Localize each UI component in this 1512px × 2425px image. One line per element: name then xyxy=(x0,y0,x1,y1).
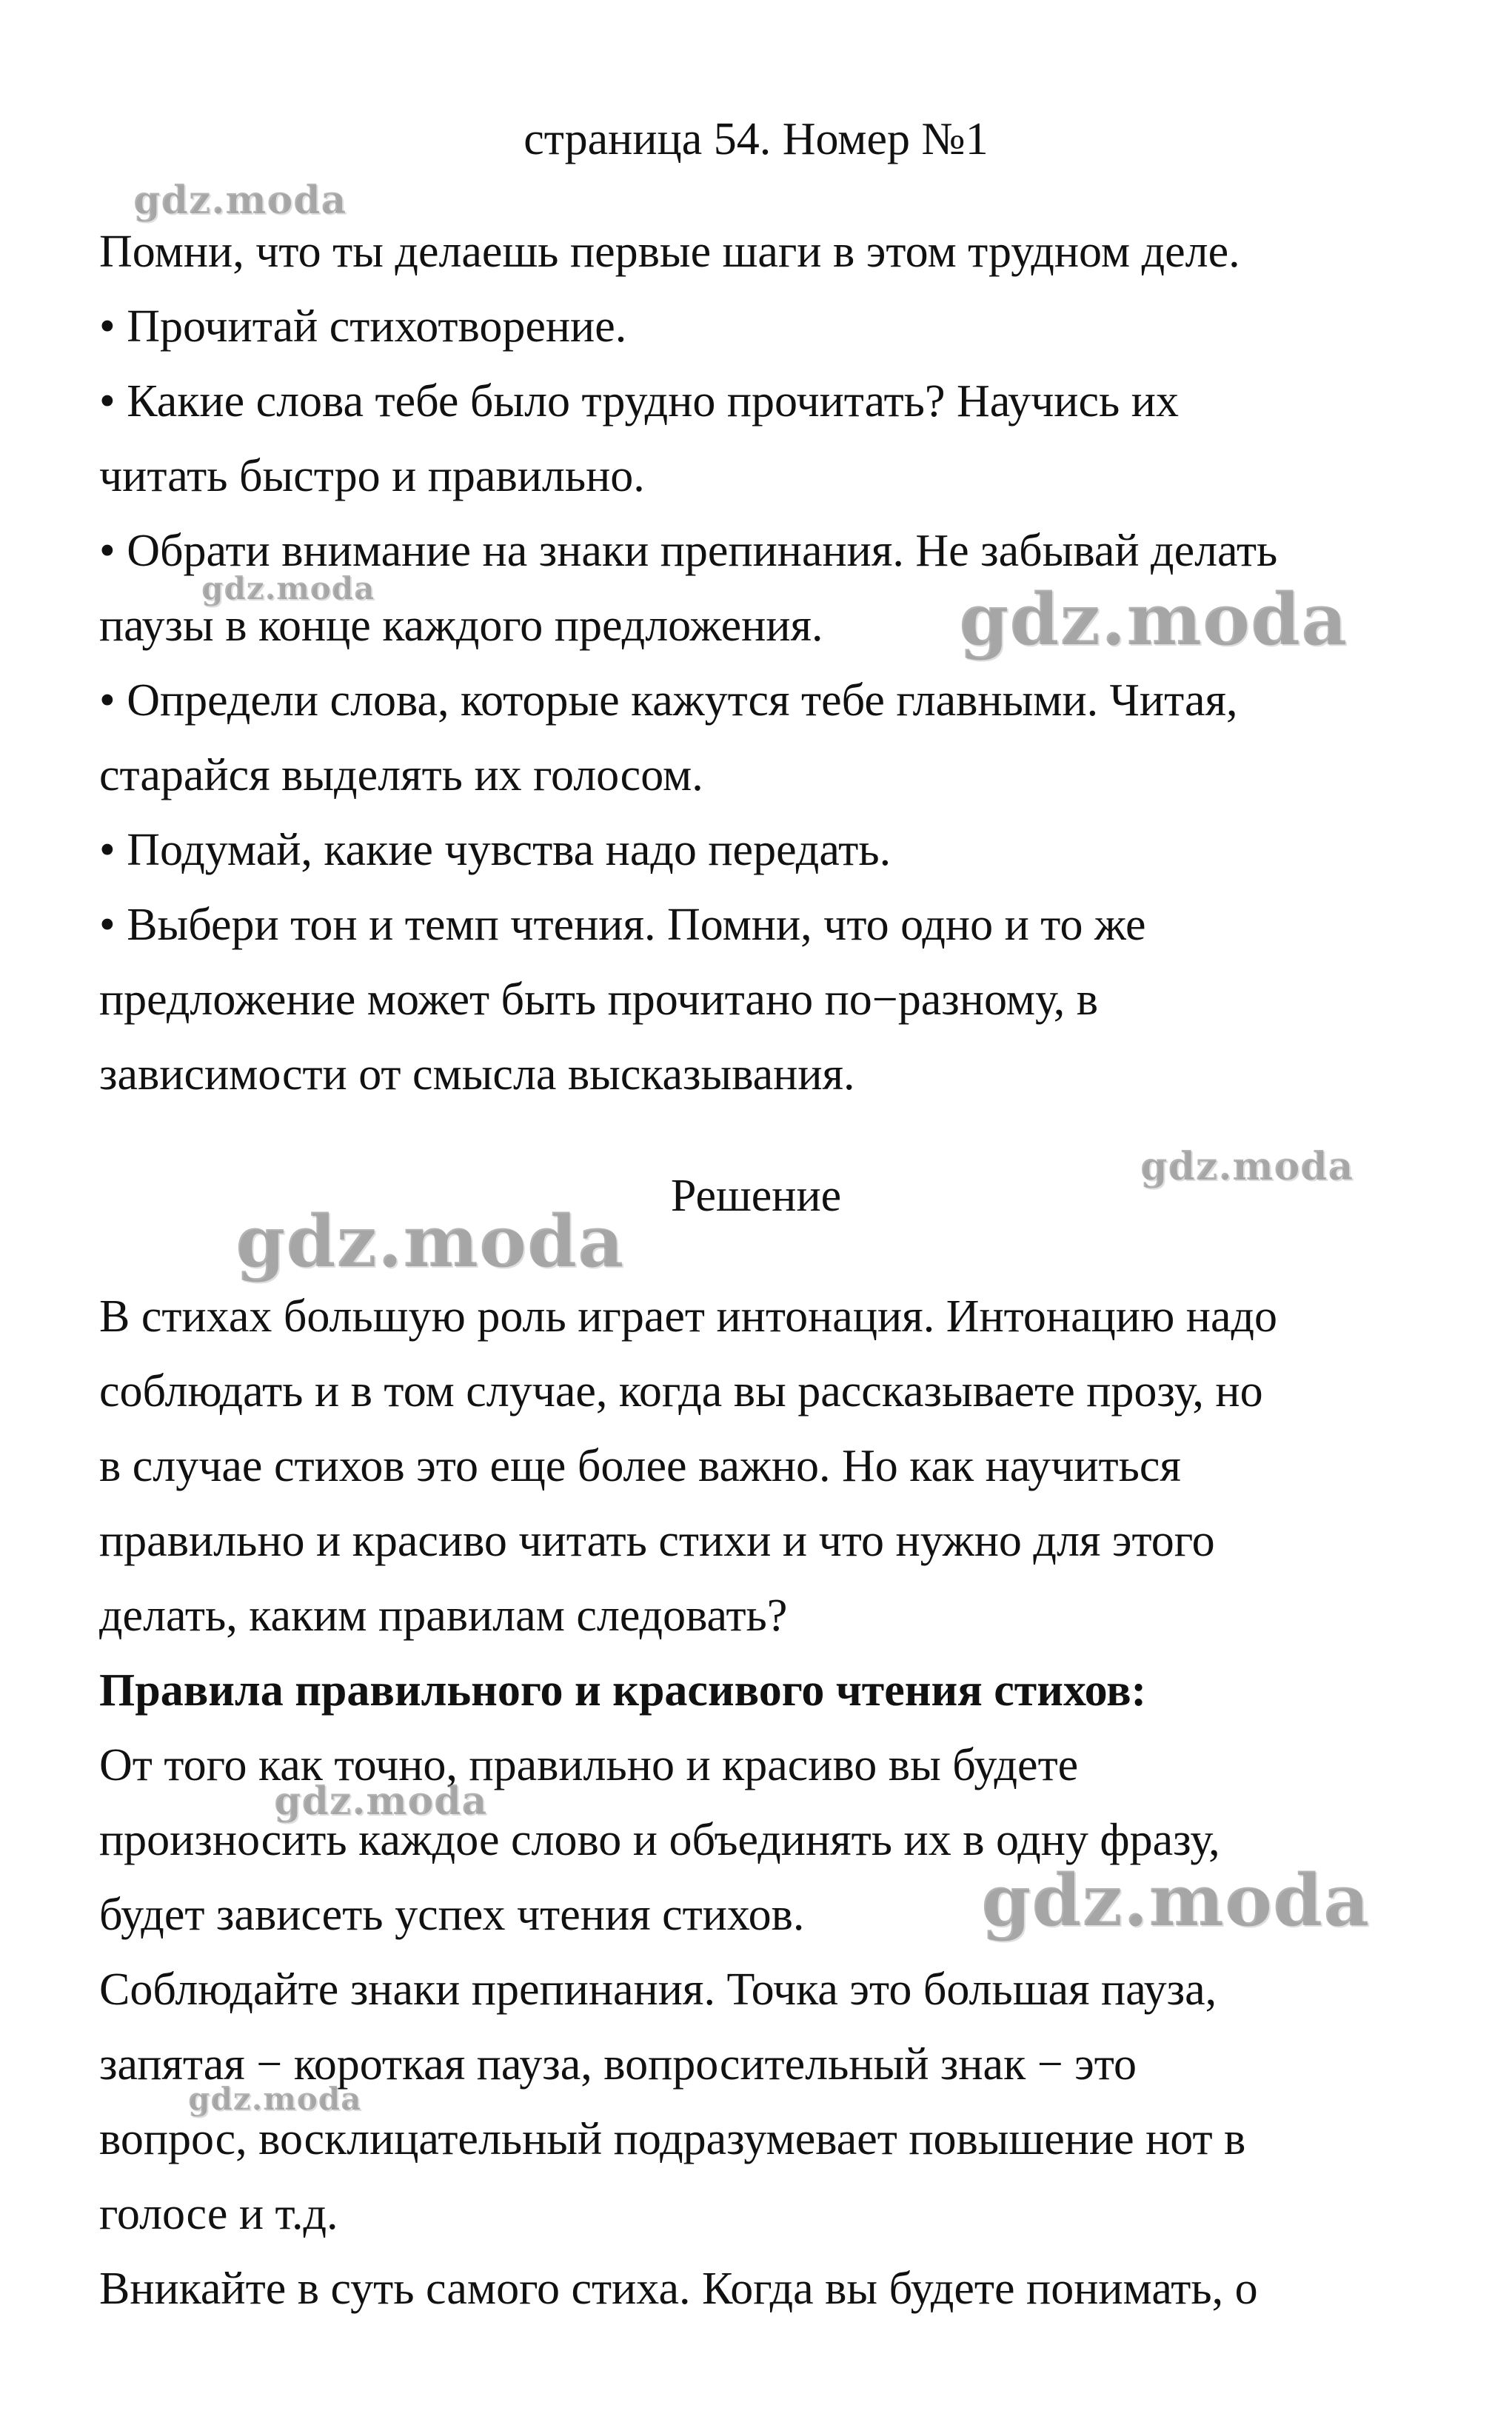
watermark: gdz.moda xyxy=(274,1779,488,1824)
solution-line: соблюдать и в том случае, когда вы рассказываете прозу, но xyxy=(99,1366,1263,1416)
watermark: gdz.moda xyxy=(981,1859,1371,1942)
solution-line: делать, каким правилам следовать? xyxy=(99,1591,788,1641)
task-line: • Выбери тон и темп чтения. Помни, что одно и то же xyxy=(99,900,1146,950)
watermark: gdz.moda xyxy=(959,578,1348,661)
rules-line: Соблюдайте знаки препинания. Точка это большая пауза, xyxy=(99,1964,1217,2015)
rules-line: От того как точно, правильно и красиво вы будете xyxy=(99,1740,1079,1790)
task-line: Помни, что ты делаешь первые шаги в этом трудном деле. xyxy=(99,227,1240,277)
rules-line: голосе и т.д. xyxy=(99,2189,338,2239)
solution-line: правильно и красиво читать стихи и что нужно для этого xyxy=(99,1516,1215,1566)
task-line: • Прочитай стихотворение. xyxy=(99,301,627,352)
task-line: • Подумай, какие чувства надо передать. xyxy=(99,825,892,875)
watermark: gdz.moda xyxy=(201,570,375,606)
task-line: • Определи слова, которые кажутся тебе главными. Читая, xyxy=(99,675,1238,726)
watermark: gdz.moda xyxy=(235,1200,625,1283)
solution-line: в случае стихов это еще более важно. Но как научиться xyxy=(99,1441,1181,1491)
task-line: читать быстро и правильно. xyxy=(99,451,645,501)
watermark: gdz.moda xyxy=(1140,1144,1354,1189)
rules-line: запятая − короткая пауза, вопросительный знак − это xyxy=(99,2039,1137,2090)
task-line: • Обрати внимание на знаки препинания. Не забывай делать xyxy=(99,526,1278,576)
rules-line: вопрос, восклицательный подразумевает повышение нот в xyxy=(99,2114,1246,2164)
rules-line: будет зависеть успех чтения стихов. xyxy=(99,1890,805,1940)
watermark: gdz.moda xyxy=(188,2081,362,2117)
task-line: старайся выделять их голосом. xyxy=(99,750,703,800)
rules-heading: Правила правильного и красивого чтения стихов: xyxy=(99,1665,1147,1716)
task-text xyxy=(99,215,1432,1112)
watermark: gdz.moda xyxy=(133,178,347,223)
solution-heading: Решение xyxy=(670,1171,842,1221)
solution-text xyxy=(99,1280,1432,2327)
rules-line: Вникайте в суть самого стиха. Когда вы будете понимать, о xyxy=(99,2264,1258,2314)
solution-line: В стихах большую роль играет интонация. Интонацию надо xyxy=(99,1291,1278,1342)
task-line: зависимости от смысла высказывания. xyxy=(99,1049,855,1100)
rules-line: произносить каждое слово и объединять их в одну фразу, xyxy=(99,1815,1220,1865)
page-title: страница 54. Номер №1 xyxy=(523,114,989,164)
task-line: паузы в конце каждого предложения. xyxy=(99,601,823,651)
task-line: предложение может быть прочитано по−разному, в xyxy=(99,974,1099,1025)
task-line: • Какие слова тебе было трудно прочитать? Научись их xyxy=(99,376,1179,427)
